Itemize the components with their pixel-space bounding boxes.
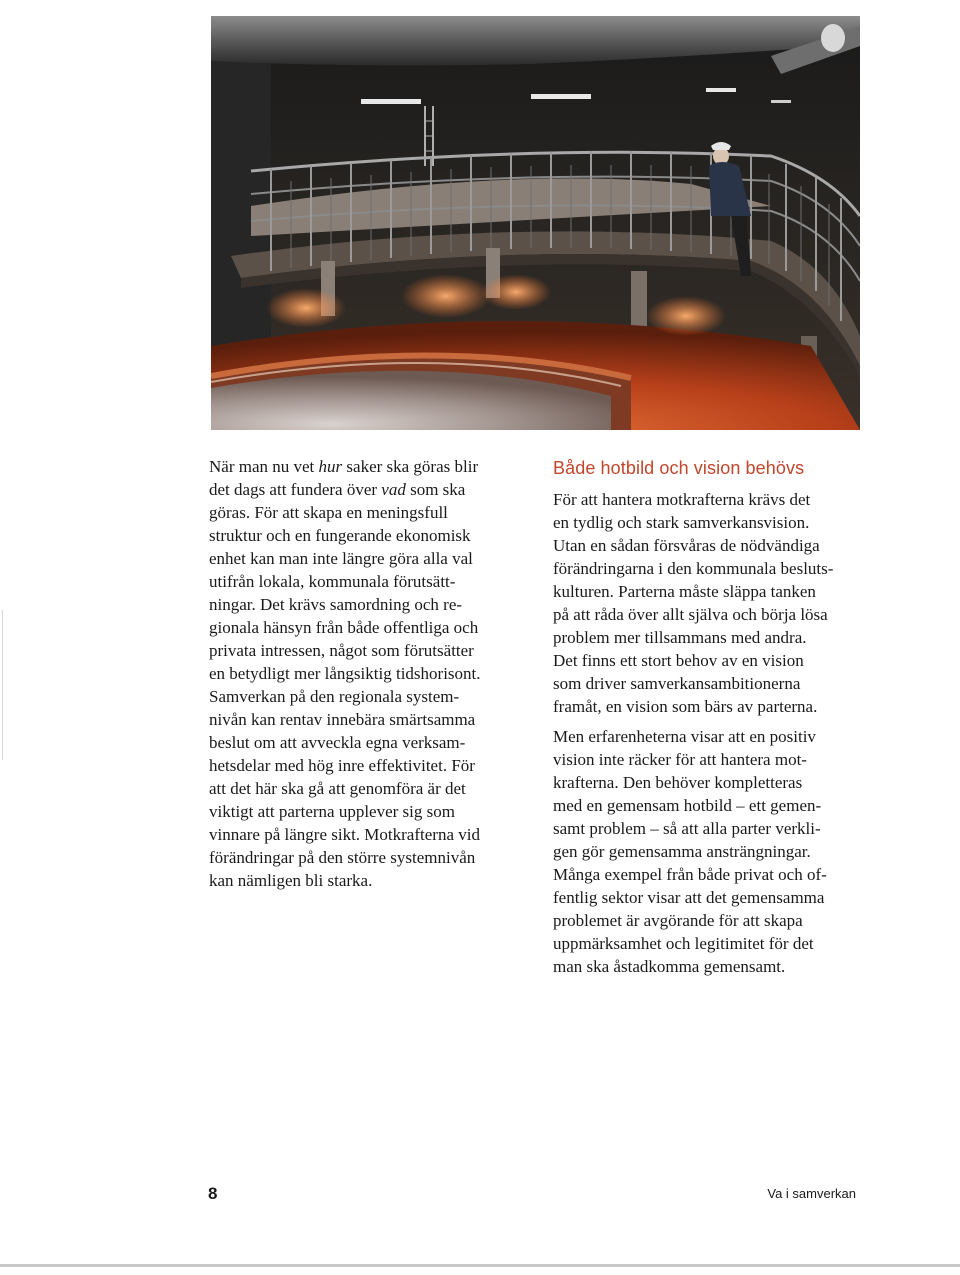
body-line: en betydligt mer långsiktig tidshorisont. [209,664,481,683]
scan-edge-mark [2,610,3,760]
body-line: det dags att fundera över vad som ska [209,480,466,499]
left-text-column [209,455,519,892]
body-line: på att råda över allt själva och börja lösa [553,605,828,624]
page-bottom-edge [0,1264,960,1267]
body-line: Samverkan på den regionala system- [209,687,460,706]
body-line: vinnare på längre sikt. Motkrafterna vid [209,825,480,844]
section-heading: Både hotbild och vision behövs [553,458,805,478]
body-line: För att hantera motkrafterna krävs det [553,490,811,509]
body-line: enhet kan man inte längre göra alla val [209,549,473,568]
body-line: När man nu vet hur saker ska göras blir [209,457,479,476]
body-line: Många exempel från både privat och of- [553,865,827,884]
body-line: struktur och en fungerande ekonomisk [209,526,471,545]
body-line: nivån kan rentav innebära smärtsamma [209,710,476,729]
body-line: ningar. Det krävs samordning och re- [209,595,463,614]
body-line: Det finns ett stort behov av en vision [553,651,804,670]
emphasis-vad: vad [381,480,406,499]
reservoir-photo [211,16,860,430]
right-text-column [553,455,863,978]
reservoir-illustration [211,16,860,430]
left-body-paragraph [209,455,519,892]
body-line: framåt, en vision som bärs av parterna. [553,697,818,716]
body-line: med en gemensam hotbild – ett gemen- [553,796,822,815]
body-line: problemet är avgörande för att skapa [553,911,803,930]
body-line: Utan en sådan försvåras de nödvändiga [553,536,820,555]
body-line: förändringarna i den kommunala besluts- [553,559,834,578]
body-line: privata intressen, något som förutsätter [209,641,474,660]
body-line: förändringar på den större systemnivån [209,848,476,867]
body-line: problem mer tillsammans med andra. [553,628,807,647]
body-line: göras. För att skapa en meningsfull [209,503,448,522]
body-line: fentlig sektor visar att det gemensamma [553,888,825,907]
body-line: gen gör gemensamma ansträngningar. [553,842,811,861]
body-line: beslut om att avveckla egna verksam- [209,733,466,752]
body-line: att det här ska gå att genomföra är det [209,779,466,798]
body-line: samt problem – så att alla parter verkli- [553,819,821,838]
body-line: gionala hänsyn från både offentliga och [209,618,479,637]
right-paragraph-1 [553,488,863,718]
page-number: 8 [208,1184,218,1203]
emphasis-hur: hur [318,457,343,476]
body-line: hetsdelar med hög inre effektivitet. För [209,756,475,775]
body-line: utifrån lokala, kommunala förutsätt- [209,572,456,591]
body-line: man ska åstadkomma gemensamt. [553,957,786,976]
body-line: kulturen. Parterna måste släppa tanken [553,582,816,601]
body-line: krafterna. Den behöver kompletteras [553,773,803,792]
body-line: kan nämligen bli starka. [209,871,373,890]
body-line: viktigt att parterna upplever sig som [209,802,455,821]
right-paragraph-2 [553,725,863,978]
publication-title: Va i samverkan [767,1186,856,1201]
body-line: uppmärksamhet och legitimitet för det [553,934,814,953]
body-line: Men erfarenheterna visar att en positiv [553,727,816,746]
body-line: som driver samverkansambitionerna [553,674,801,693]
body-line: vision inte räcker för att hantera mot- [553,750,807,769]
body-line: en tydlig och stark samverkansvision. [553,513,810,532]
